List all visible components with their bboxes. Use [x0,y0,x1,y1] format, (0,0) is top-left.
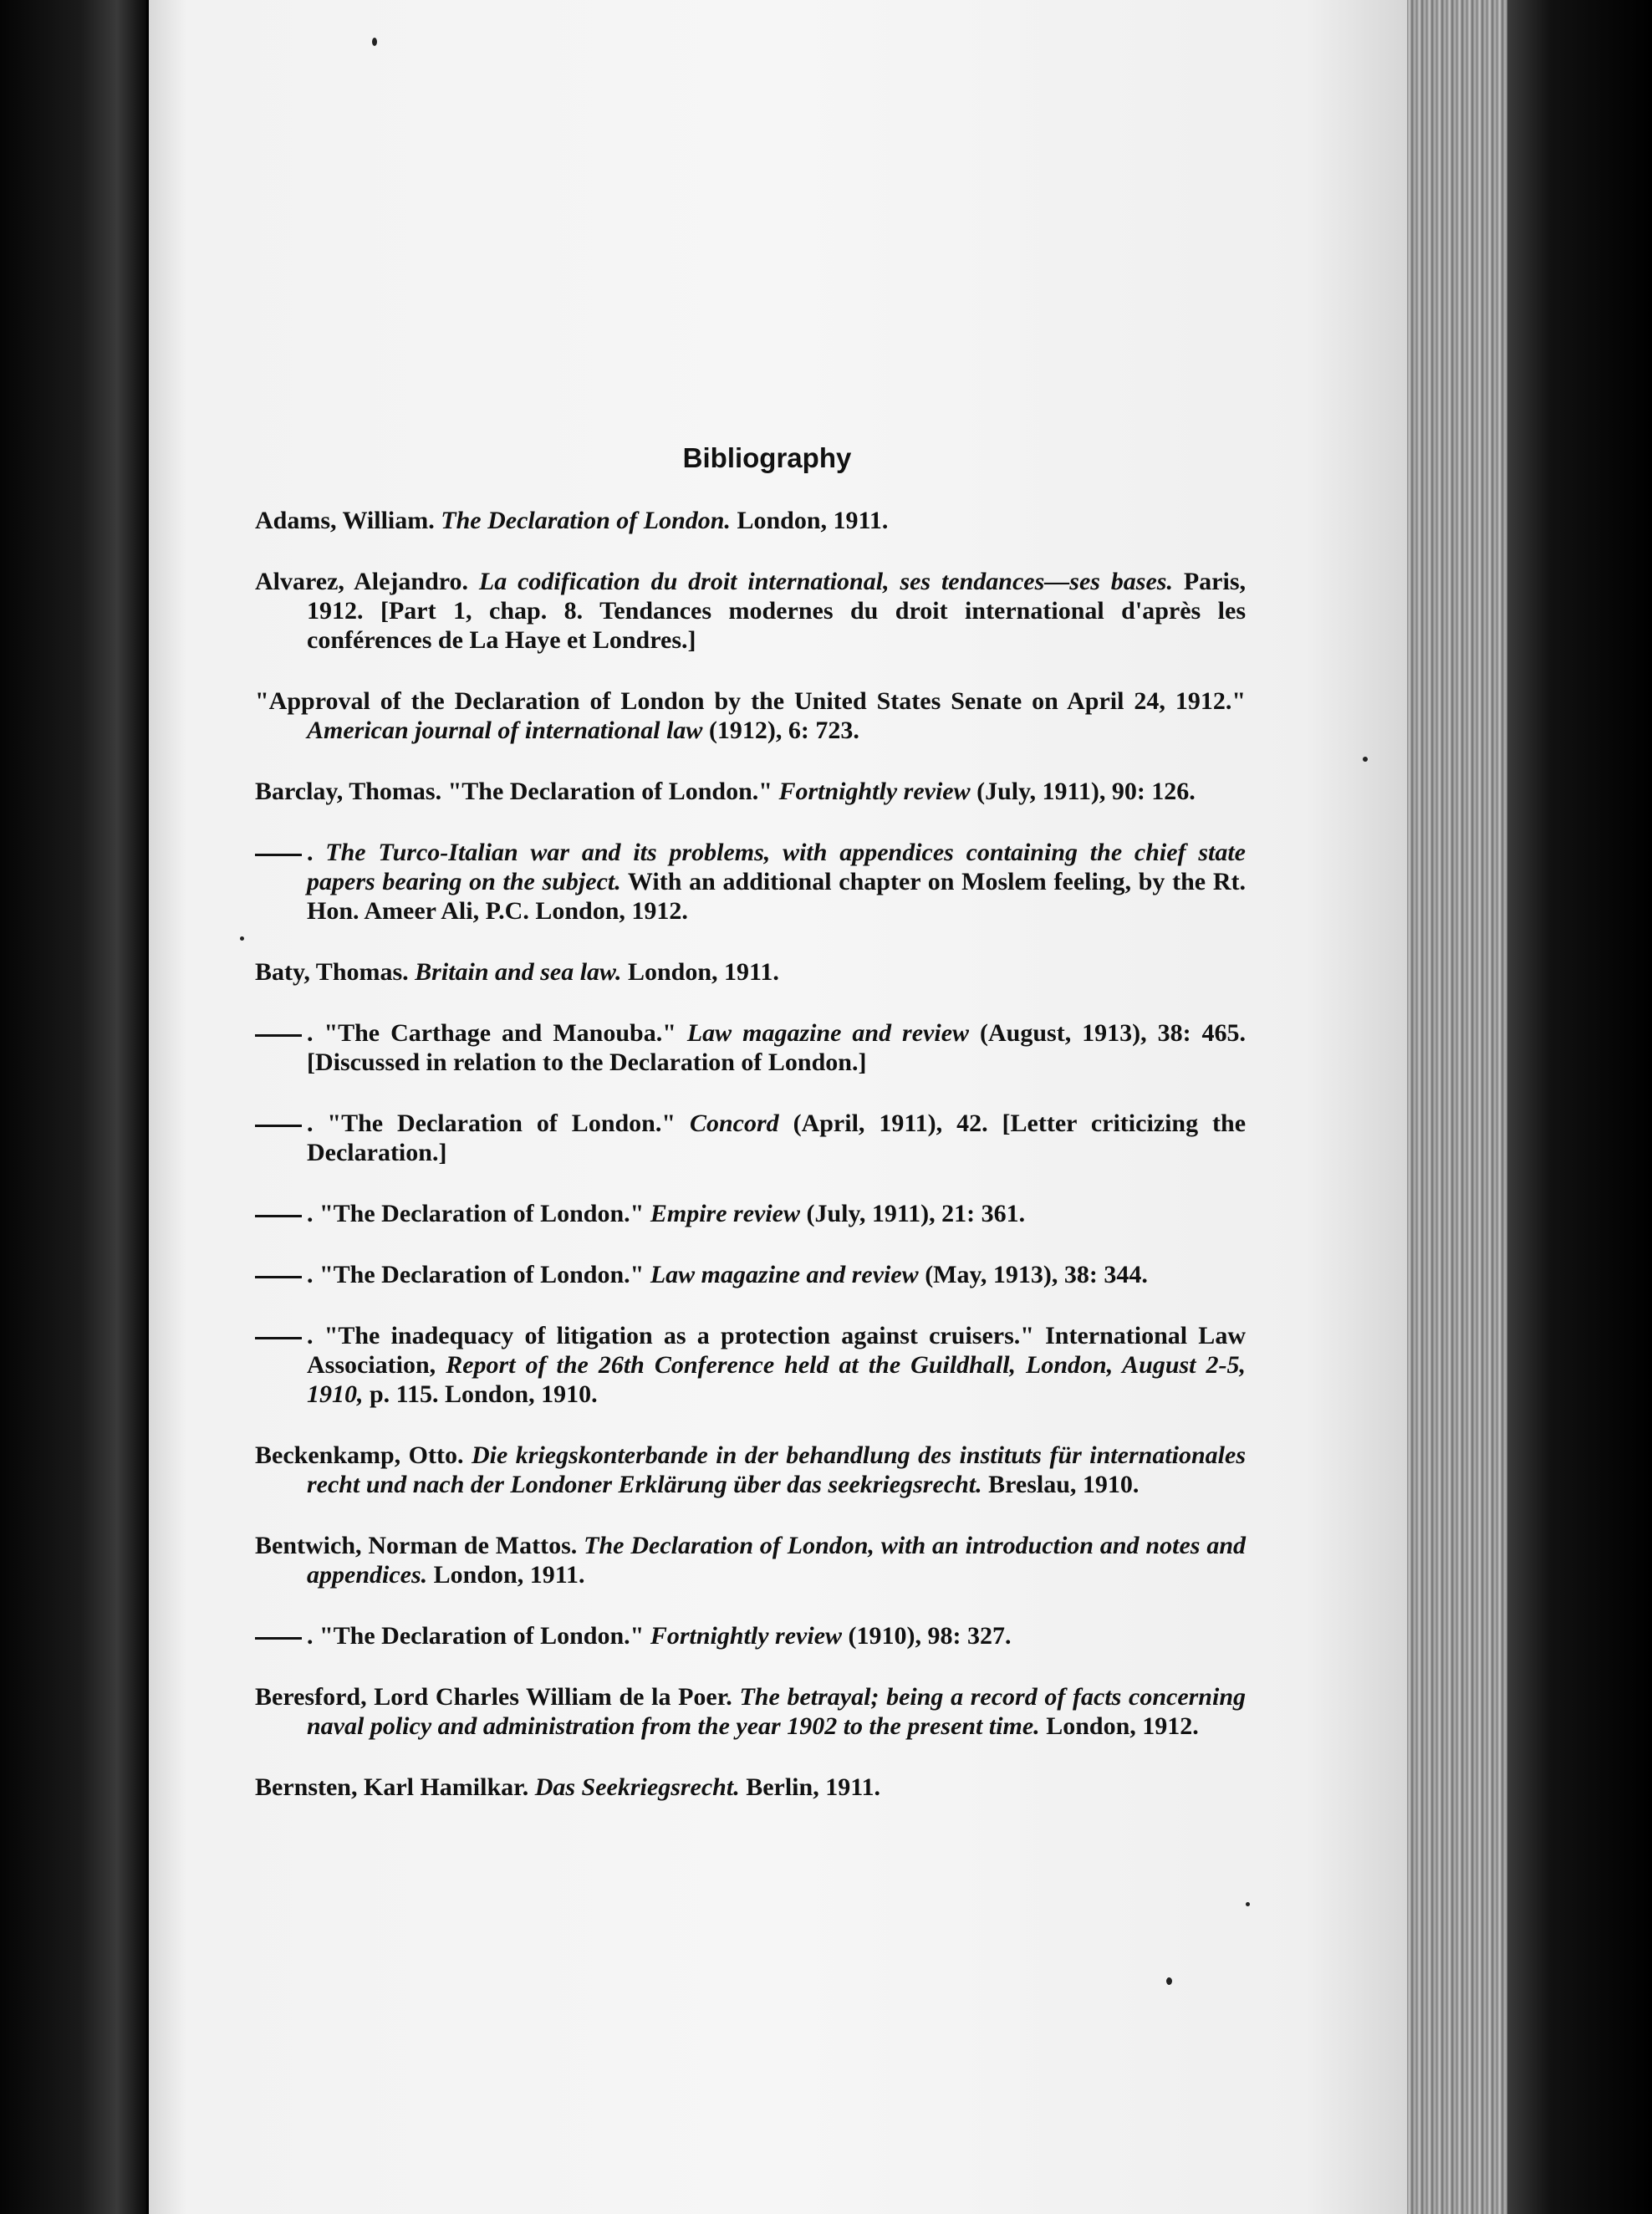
bibliography-entry [255,506,1246,535]
scan-speck [240,936,244,941]
entry-author: . "The Declaration of London." [307,1110,676,1137]
bibliography-entry [255,838,1246,926]
page-fore-edge [1407,0,1507,2214]
entry-title: The Declaration of London. [441,507,731,534]
ditto-dash [255,1109,307,1138]
entry-details: London, 1911. [433,1561,585,1589]
entry-author: Barclay, Thomas. "The Declaration of London." [255,778,772,805]
entry-title: The Turco-Italian war and its problems, with appendices containing the chief state papers bearing on the subject. [307,839,1246,895]
bibliography-entry [255,1773,1246,1802]
entry-title: Das Seekriegsrecht. [534,1773,740,1801]
page-title: Bibliography [682,442,852,473]
ditto-dash [255,1321,307,1350]
entry-author: . "The inadequacy of litigation as a protection against cruisers." International Law Association, [307,1322,1246,1379]
ditto-dash [255,838,307,867]
entry-details: Berlin, 1911. [746,1773,881,1801]
entry-details: (1912), 6: 723. [708,717,859,744]
bibliography-entry [255,957,1246,987]
entry-details: Paris, 1912. [Part 1, chap. 8. Tendances modernes du droit international d'après les conférences de La Haye et Londres.] [307,568,1246,654]
entry-details: p. 115. London, 1910. [370,1380,598,1408]
entry-author: Adams, William. [255,507,435,534]
bibliography-entry [255,567,1246,655]
entry-details: (May, 1913), 38: 344. [925,1261,1148,1288]
entry-details: (July, 1911), 90: 126. [976,778,1196,805]
bibliography-entry [255,1109,1246,1167]
entry-author: Beresford, Lord Charles William de la Poer. [255,1683,732,1711]
entry-title: The betrayal; being a record of facts concerning naval policy and administration from the year 1902 to the present time. [307,1683,1247,1740]
bibliography-entry [255,1621,1246,1650]
entry-title: American journal of international law [307,717,703,744]
entry-author: . "The Declaration of London." [307,1261,645,1288]
bibliography-entry [255,1260,1246,1289]
scan-speck [1246,1902,1250,1906]
entry-title: Britain and sea law. [415,958,622,986]
scan-speck [1363,757,1368,762]
entry-details: London, 1911. [627,958,779,986]
entry-author: . "The Declaration of London." [307,1200,645,1227]
entry-details: (August, 1913), 38: 465. [Discussed in relation to the Declaration of London.] [307,1019,1247,1076]
ditto-dash [255,1199,307,1228]
entry-author: Bernsten, Karl Hamilkar. [255,1773,529,1801]
entry-author: Baty, Thomas. [255,958,409,986]
entry-author: "Approval of the Declaration of London by the United States Senate on April 24, 1912." [255,687,1246,715]
entry-title: Fortnightly review [778,778,971,805]
entry-title: Concord [689,1110,779,1137]
entry-title: Report of the 26th Conference held at the Guildhall, London, August 2-5, 1910, [307,1351,1246,1408]
bibliography-entry [255,1531,1246,1589]
entry-author: Beckenkamp, Otto. [255,1441,464,1469]
left-page-edge [0,0,146,2214]
bibliography-entry [255,1018,1246,1077]
bibliography-entry [255,1682,1246,1741]
entry-title: La codification du droit international, ses tendances—ses bases. [478,568,1173,595]
bibliography-entry [255,1321,1246,1409]
entry-author: Alvarez, Alejandro. [255,568,469,595]
bibliography-content [255,443,1246,1834]
entry-details: Breslau, 1910. [988,1471,1140,1498]
bibliography-entry [255,1441,1246,1499]
entry-details: (July, 1911), 21: 361. [806,1200,1026,1227]
entry-title: Law magazine and review [686,1019,970,1047]
entry-author: . [307,839,314,866]
entry-details: London, 1912. [1046,1712,1199,1740]
entry-details: With an additional chapter on Moslem feeling, by the Rt. Hon. Ameer Ali, P.C. London, 1912. [307,868,1246,925]
ditto-dash [255,1018,307,1048]
entry-details: (April, 1911), 42. [Letter criticizing the Declaration.] [307,1110,1247,1166]
entry-author: . "The Declaration of London." [307,1622,645,1650]
scan-speck [372,38,377,46]
scan-shadow [1507,0,1652,2214]
entry-author: . "The Carthage and Manouba." [307,1019,676,1047]
bibliography-entry [255,777,1246,806]
entry-title: Fortnightly review [650,1622,843,1650]
entry-details: London, 1911. [737,507,889,534]
entry-title: Die kriegskonterbande in der behandlung des instituts für internationales recht und nach der Londoner Erklärung über das seekriegsrecht. [307,1441,1246,1498]
ditto-dash [255,1260,307,1289]
scan-speck [1166,1977,1172,1985]
bibliography-entry [255,1199,1246,1228]
entry-title: Law magazine and review [650,1261,919,1288]
entry-author: Bentwich, Norman de Mattos. [255,1532,578,1559]
entry-title: The Declaration of London, with an introduction and notes and appendices. [307,1532,1246,1589]
ditto-dash [255,1621,307,1650]
entry-title: Empire review [650,1200,800,1227]
bibliography-entry [255,686,1246,745]
entry-details: (1910), 98: 327. [848,1622,1012,1650]
